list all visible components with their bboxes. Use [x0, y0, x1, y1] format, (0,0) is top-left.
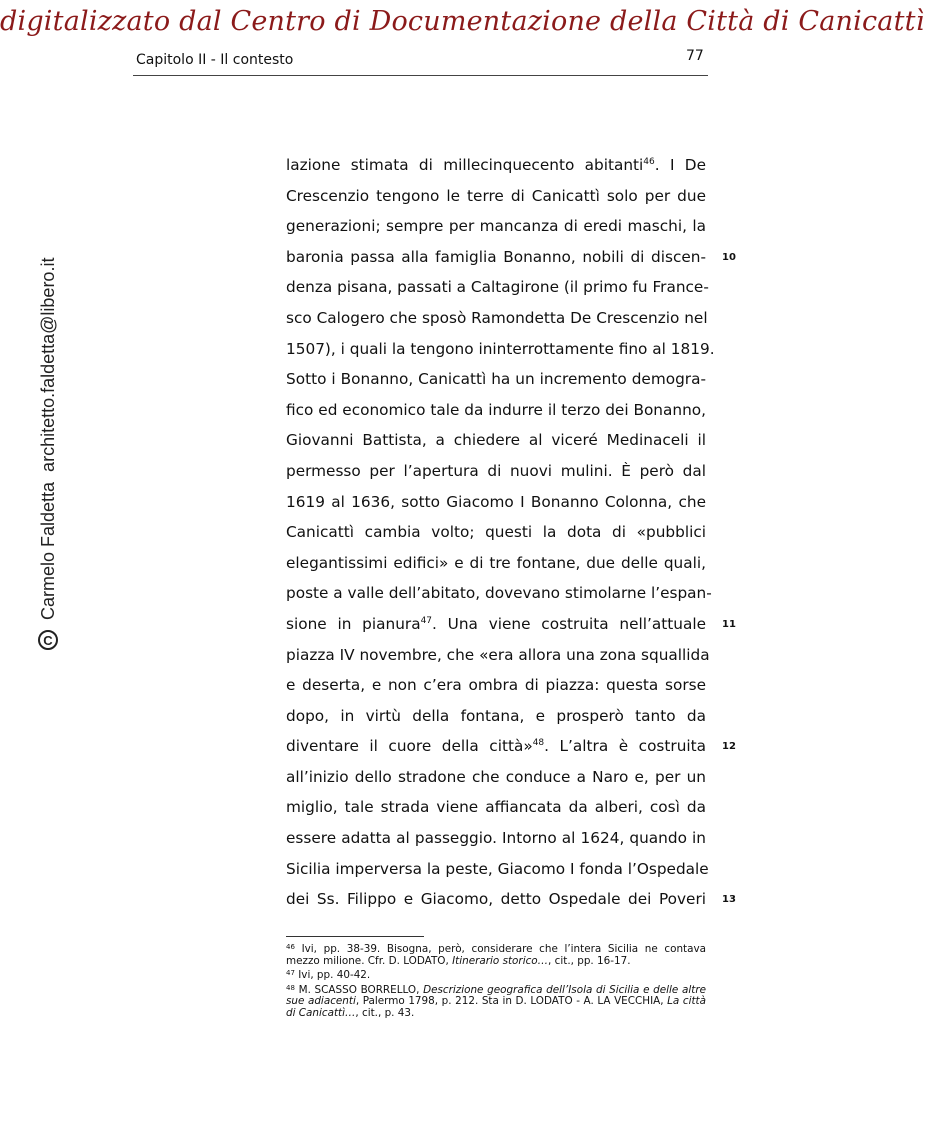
footnote-reference: 48 — [532, 738, 545, 749]
body-line-text: sione in pianura — [286, 614, 421, 633]
body-line — [286, 334, 715, 365]
body-line-text: denza pisana, passati a Caltagirone (il primo fu France- — [286, 278, 709, 297]
body-line — [286, 272, 709, 303]
author-name: Carmelo Faldetta — [37, 481, 58, 620]
body-line — [286, 364, 706, 395]
page-number: 77 — [686, 48, 704, 64]
body-line — [286, 517, 706, 548]
body-line — [286, 181, 706, 212]
body-line — [286, 762, 706, 793]
body-line-text: dopo, in virtù della fontana, e prosperò tanto da — [286, 706, 706, 725]
footnote-title: La città di Canicattì… — [286, 995, 706, 1019]
body-line — [286, 731, 706, 762]
body-line — [286, 242, 706, 273]
body-line-text: Crescenzio tengono le terre di Canicattì solo per due — [286, 186, 706, 205]
body-line-text: lazione stimata di millecinquecento abitanti — [286, 156, 644, 174]
margin-number: 10 — [722, 251, 736, 263]
body-line — [286, 303, 706, 334]
footnote-number: 48 — [286, 983, 295, 992]
body-line-text: dei Ss. Filippo e Giacomo, detto Ospedale dei Poveri — [286, 890, 706, 909]
footnote-number: 47 — [286, 969, 295, 978]
body-line — [286, 701, 706, 732]
body-line-text: miglio, tale strada viene affiancata da alberi, così da — [286, 798, 706, 817]
body-line — [286, 609, 706, 640]
footnote-title: Descrizione geografica dell’Isola di Sicilia e delle altre sue adiacenti — [286, 983, 706, 1008]
body-line — [286, 487, 706, 518]
footnote — [286, 985, 706, 1020]
body-line-text: baronia passa alla famiglia Bonanno, nobili di discen- — [286, 247, 706, 266]
footnote-text: Ivi, pp. 38-39. Bisogna, però, considerare che l’intera Sicilia ne contava mezzo milione. Cfr. D. LODATO, — [286, 943, 706, 967]
body-line-text: . I De — [654, 156, 706, 174]
body-line — [286, 792, 706, 823]
body-line — [286, 425, 706, 456]
body-line — [286, 150, 706, 181]
body-line — [286, 884, 706, 915]
running-header-chapter: Capitolo II - Il contesto — [136, 52, 294, 68]
body-line-text: permesso per l’apertura di nuovi mulini. È però dal — [286, 461, 706, 480]
footnote-text: , Palermo 1798, p. 212. Sta in D. LODATO - A. LA VECCHIA, — [355, 995, 668, 1008]
body-line-text: 1507), i quali la tengono ininterrottamente fino al 1819. — [286, 339, 715, 358]
body-line-text: poste a valle dell’abitato, dovevano stimolarne l’espan- — [286, 584, 712, 603]
footnote — [286, 944, 706, 967]
body-line-text: sco Calogero che sposò Ramondetta De Crescenzio nel — [286, 308, 708, 327]
margin-number: 13 — [722, 894, 736, 906]
body-line-text: generazioni; sempre per mancanza di eredi maschi, la — [286, 217, 706, 236]
body-line-text: . L’altra è costruita — [544, 737, 707, 756]
body-line-text: Sotto i Bonanno, Canicattì ha un incremento demogra- — [286, 370, 706, 389]
footnote-text: , cit., pp. 16-17. — [548, 954, 631, 967]
margin-number: 12 — [722, 741, 736, 753]
footnote-title: Itinerario storico… — [452, 954, 549, 967]
body-line — [286, 854, 709, 885]
footnote-text: Ivi, pp. 40-42. — [294, 969, 371, 982]
footnote-text: M. SCASSO BORRELLO, — [294, 983, 424, 996]
body-line-text: elegantissimi edifici» e di tre fontane, due delle quali, — [286, 553, 706, 572]
margin-number: 11 — [722, 619, 736, 630]
body-line-text: all’inizio dello stradone che conduce a Naro e, per un — [286, 767, 706, 786]
body-line-text: piazza IV novembre, che «era allora una zona squallida — [286, 645, 710, 664]
body-line-text: fico ed economico tale da indurre il terzo dei Bonanno, — [286, 400, 706, 419]
body-line — [286, 395, 706, 426]
body-line-text: . Una viene costruita nell’attuale — [432, 614, 706, 633]
body-line-text: e deserta, e non c’era ombra di piazza: questa sorse — [286, 676, 706, 695]
body-line — [286, 670, 706, 701]
side-credit — [34, 90, 62, 650]
body-line-text: 1619 al 1636, sotto Giacomo I Bonanno Colonna, che — [286, 492, 706, 511]
body-line — [286, 548, 706, 579]
footnote-reference: 47 — [420, 615, 433, 626]
body-line-text: diventare il cuore della città» — [286, 737, 533, 756]
body-line — [286, 640, 710, 671]
body-line-text: essere adatta al passeggio. Intorno al 1624, quando in — [286, 829, 706, 848]
body-line — [286, 456, 706, 487]
footnotes — [286, 944, 706, 1023]
body-line-text: Sicilia imperversa la peste, Giacomo I fonda l’Ospedale — [286, 859, 709, 878]
footnote-text: , cit., p. 43. — [355, 1006, 415, 1019]
header-divider — [133, 75, 708, 76]
body-line — [286, 578, 712, 609]
author-email: architetto.faldetta@libero.it — [37, 257, 58, 472]
footnote-divider — [286, 936, 424, 937]
body-line — [286, 823, 706, 854]
body-text — [286, 150, 715, 915]
footnote — [286, 970, 706, 982]
body-line-text: Giovanni Battista, a chiedere al viceré Medinaceli il — [286, 431, 706, 450]
body-line — [286, 211, 706, 242]
copyright-icon: C — [38, 630, 58, 650]
digitization-watermark: digitalizzato dal Centro di Documentazione della Città di Canicattì — [0, 6, 925, 37]
body-line-text: Canicattì cambia volto; questi la dota di «pubblici — [286, 523, 706, 542]
footnote-number: 46 — [286, 943, 295, 951]
footnote-reference: 46 — [643, 157, 655, 167]
